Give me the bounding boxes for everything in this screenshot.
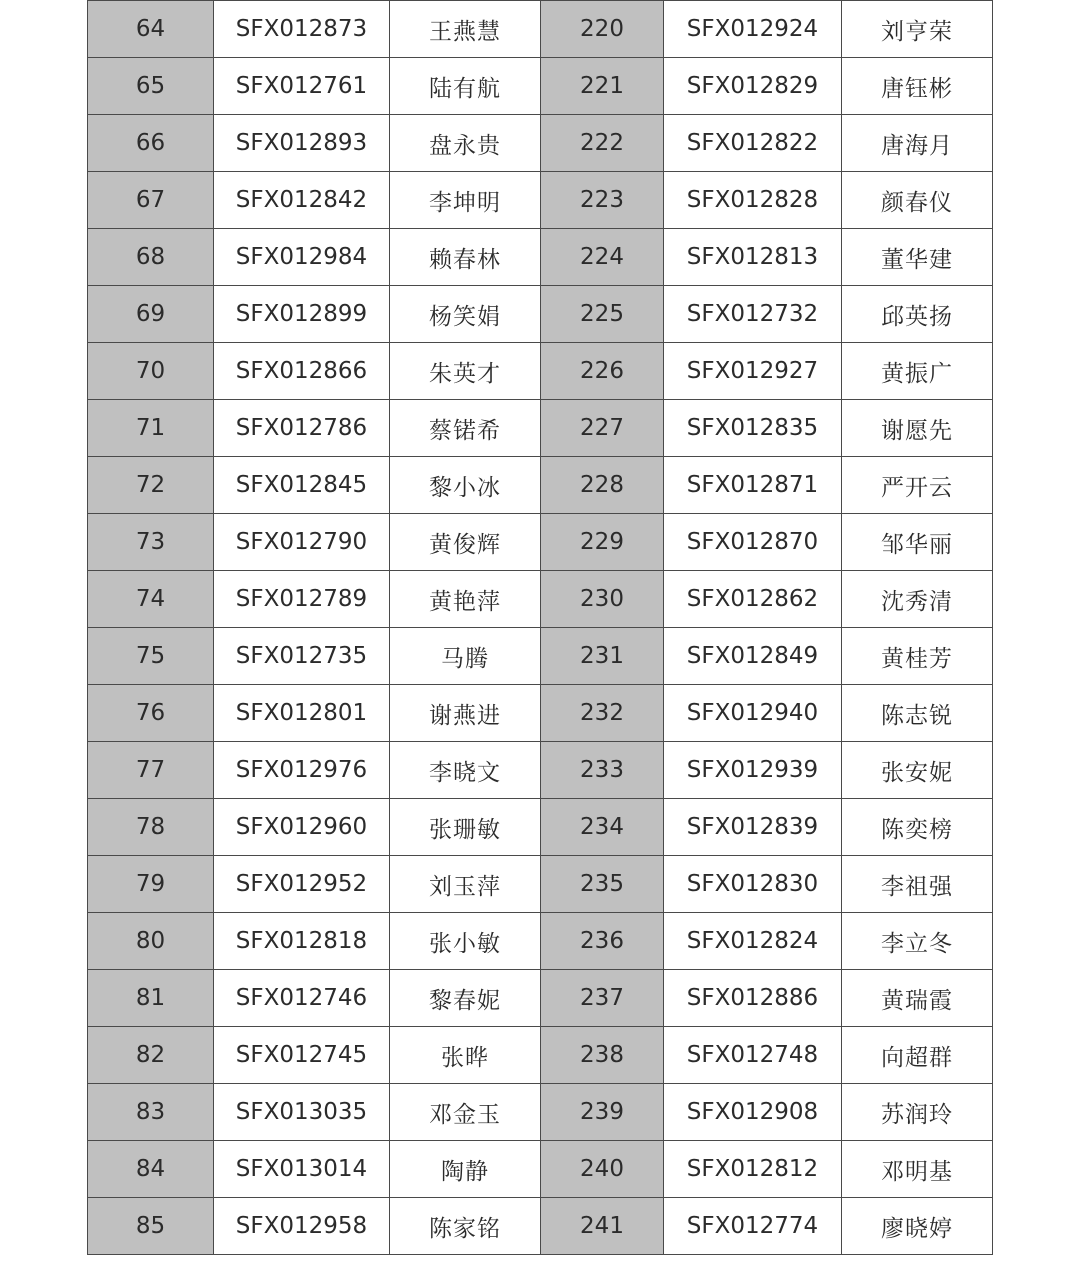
right-seq-cell: 239 bbox=[541, 1084, 664, 1141]
left-seq-cell: 85 bbox=[88, 1198, 214, 1255]
right-name-cell: 向超群 bbox=[842, 1027, 993, 1084]
left-id-cell: SFX013035 bbox=[214, 1084, 390, 1141]
left-seq-cell: 77 bbox=[88, 742, 214, 799]
left-id-cell: SFX012789 bbox=[214, 571, 390, 628]
left-id-cell: SFX012873 bbox=[214, 1, 390, 58]
left-id-cell: SFX012761 bbox=[214, 58, 390, 115]
left-name-cell: 张珊敏 bbox=[390, 799, 541, 856]
table-row bbox=[88, 1027, 993, 1084]
table-row bbox=[88, 970, 993, 1027]
right-name-cell: 李祖强 bbox=[842, 856, 993, 913]
right-name-cell: 刘亨荣 bbox=[842, 1, 993, 58]
right-id-cell: SFX012908 bbox=[664, 1084, 842, 1141]
right-id-cell: SFX012732 bbox=[664, 286, 842, 343]
right-seq-cell: 223 bbox=[541, 172, 664, 229]
left-name-cell: 陆有航 bbox=[390, 58, 541, 115]
left-name-cell: 邓金玉 bbox=[390, 1084, 541, 1141]
left-name-cell: 陶静 bbox=[390, 1141, 541, 1198]
left-id-cell: SFX012745 bbox=[214, 1027, 390, 1084]
table-row bbox=[88, 343, 993, 400]
table-row bbox=[88, 799, 993, 856]
right-seq-cell: 226 bbox=[541, 343, 664, 400]
left-name-cell: 黎小冰 bbox=[390, 457, 541, 514]
right-name-cell: 邹华丽 bbox=[842, 514, 993, 571]
right-name-cell: 廖晓婷 bbox=[842, 1198, 993, 1255]
roster-table bbox=[87, 0, 993, 1255]
right-seq-cell: 224 bbox=[541, 229, 664, 286]
right-seq-cell: 227 bbox=[541, 400, 664, 457]
left-name-cell: 刘玉萍 bbox=[390, 856, 541, 913]
right-name-cell: 唐海月 bbox=[842, 115, 993, 172]
left-name-cell: 杨笑娟 bbox=[390, 286, 541, 343]
roster-table-body bbox=[88, 1, 993, 1255]
right-id-cell: SFX012824 bbox=[664, 913, 842, 970]
right-id-cell: SFX012812 bbox=[664, 1141, 842, 1198]
right-name-cell: 黄瑞霞 bbox=[842, 970, 993, 1027]
left-name-cell: 马腾 bbox=[390, 628, 541, 685]
left-name-cell: 李晓文 bbox=[390, 742, 541, 799]
right-id-cell: SFX012813 bbox=[664, 229, 842, 286]
right-id-cell: SFX012862 bbox=[664, 571, 842, 628]
right-name-cell: 唐钰彬 bbox=[842, 58, 993, 115]
left-id-cell: SFX012866 bbox=[214, 343, 390, 400]
table-row bbox=[88, 115, 993, 172]
right-seq-cell: 235 bbox=[541, 856, 664, 913]
right-seq-cell: 236 bbox=[541, 913, 664, 970]
right-name-cell: 邱英扬 bbox=[842, 286, 993, 343]
table-row bbox=[88, 685, 993, 742]
right-seq-cell: 240 bbox=[541, 1141, 664, 1198]
left-seq-cell: 74 bbox=[88, 571, 214, 628]
right-name-cell: 董华建 bbox=[842, 229, 993, 286]
right-id-cell: SFX012839 bbox=[664, 799, 842, 856]
right-name-cell: 张安妮 bbox=[842, 742, 993, 799]
right-seq-cell: 221 bbox=[541, 58, 664, 115]
left-id-cell: SFX012746 bbox=[214, 970, 390, 1027]
table-row bbox=[88, 1198, 993, 1255]
right-id-cell: SFX012828 bbox=[664, 172, 842, 229]
right-id-cell: SFX012849 bbox=[664, 628, 842, 685]
left-seq-cell: 75 bbox=[88, 628, 214, 685]
right-name-cell: 陈志锐 bbox=[842, 685, 993, 742]
right-name-cell: 邓明基 bbox=[842, 1141, 993, 1198]
left-id-cell: SFX012958 bbox=[214, 1198, 390, 1255]
left-seq-cell: 72 bbox=[88, 457, 214, 514]
table-row bbox=[88, 172, 993, 229]
right-seq-cell: 225 bbox=[541, 286, 664, 343]
left-name-cell: 谢燕进 bbox=[390, 685, 541, 742]
left-name-cell: 黄俊辉 bbox=[390, 514, 541, 571]
left-seq-cell: 73 bbox=[88, 514, 214, 571]
table-row bbox=[88, 571, 993, 628]
table-row bbox=[88, 628, 993, 685]
table-row bbox=[88, 286, 993, 343]
right-id-cell: SFX012870 bbox=[664, 514, 842, 571]
left-id-cell: SFX012790 bbox=[214, 514, 390, 571]
right-id-cell: SFX012748 bbox=[664, 1027, 842, 1084]
left-id-cell: SFX012735 bbox=[214, 628, 390, 685]
left-seq-cell: 78 bbox=[88, 799, 214, 856]
right-name-cell: 沈秀清 bbox=[842, 571, 993, 628]
left-name-cell: 黄艳萍 bbox=[390, 571, 541, 628]
right-id-cell: SFX012830 bbox=[664, 856, 842, 913]
right-name-cell: 谢愿先 bbox=[842, 400, 993, 457]
left-id-cell: SFX012893 bbox=[214, 115, 390, 172]
right-id-cell: SFX012835 bbox=[664, 400, 842, 457]
right-seq-cell: 241 bbox=[541, 1198, 664, 1255]
left-seq-cell: 69 bbox=[88, 286, 214, 343]
left-id-cell: SFX012786 bbox=[214, 400, 390, 457]
left-id-cell: SFX012960 bbox=[214, 799, 390, 856]
right-name-cell: 黄振广 bbox=[842, 343, 993, 400]
table-row bbox=[88, 913, 993, 970]
right-name-cell: 李立冬 bbox=[842, 913, 993, 970]
table-row bbox=[88, 1141, 993, 1198]
left-name-cell: 赖春林 bbox=[390, 229, 541, 286]
left-name-cell: 盘永贵 bbox=[390, 115, 541, 172]
right-id-cell: SFX012939 bbox=[664, 742, 842, 799]
right-name-cell: 颜春仪 bbox=[842, 172, 993, 229]
table-row bbox=[88, 1, 993, 58]
left-name-cell: 蔡锘希 bbox=[390, 400, 541, 457]
left-id-cell: SFX012952 bbox=[214, 856, 390, 913]
table-row bbox=[88, 400, 993, 457]
left-id-cell: SFX012976 bbox=[214, 742, 390, 799]
left-seq-cell: 82 bbox=[88, 1027, 214, 1084]
left-name-cell: 王燕慧 bbox=[390, 1, 541, 58]
right-seq-cell: 238 bbox=[541, 1027, 664, 1084]
left-seq-cell: 65 bbox=[88, 58, 214, 115]
right-seq-cell: 232 bbox=[541, 685, 664, 742]
right-name-cell: 陈奕榜 bbox=[842, 799, 993, 856]
right-seq-cell: 220 bbox=[541, 1, 664, 58]
left-seq-cell: 83 bbox=[88, 1084, 214, 1141]
right-seq-cell: 230 bbox=[541, 571, 664, 628]
left-name-cell: 李坤明 bbox=[390, 172, 541, 229]
left-name-cell: 陈家铭 bbox=[390, 1198, 541, 1255]
right-name-cell: 严开云 bbox=[842, 457, 993, 514]
left-id-cell: SFX012845 bbox=[214, 457, 390, 514]
left-id-cell: SFX012842 bbox=[214, 172, 390, 229]
left-name-cell: 张晔 bbox=[390, 1027, 541, 1084]
right-id-cell: SFX012822 bbox=[664, 115, 842, 172]
left-seq-cell: 84 bbox=[88, 1141, 214, 1198]
right-seq-cell: 228 bbox=[541, 457, 664, 514]
left-id-cell: SFX012984 bbox=[214, 229, 390, 286]
right-id-cell: SFX012927 bbox=[664, 343, 842, 400]
left-seq-cell: 80 bbox=[88, 913, 214, 970]
right-id-cell: SFX012924 bbox=[664, 1, 842, 58]
right-id-cell: SFX012829 bbox=[664, 58, 842, 115]
right-seq-cell: 229 bbox=[541, 514, 664, 571]
table-row bbox=[88, 229, 993, 286]
left-seq-cell: 64 bbox=[88, 1, 214, 58]
right-id-cell: SFX012886 bbox=[664, 970, 842, 1027]
left-id-cell: SFX012899 bbox=[214, 286, 390, 343]
table-row bbox=[88, 58, 993, 115]
table-row bbox=[88, 1084, 993, 1141]
left-id-cell: SFX012818 bbox=[214, 913, 390, 970]
right-seq-cell: 234 bbox=[541, 799, 664, 856]
left-id-cell: SFX012801 bbox=[214, 685, 390, 742]
left-name-cell: 朱英才 bbox=[390, 343, 541, 400]
left-seq-cell: 71 bbox=[88, 400, 214, 457]
right-id-cell: SFX012871 bbox=[664, 457, 842, 514]
table-row bbox=[88, 856, 993, 913]
left-seq-cell: 81 bbox=[88, 970, 214, 1027]
table-row bbox=[88, 514, 993, 571]
left-seq-cell: 68 bbox=[88, 229, 214, 286]
left-seq-cell: 66 bbox=[88, 115, 214, 172]
right-seq-cell: 222 bbox=[541, 115, 664, 172]
right-name-cell: 黄桂芳 bbox=[842, 628, 993, 685]
right-seq-cell: 237 bbox=[541, 970, 664, 1027]
right-id-cell: SFX012940 bbox=[664, 685, 842, 742]
table-row bbox=[88, 742, 993, 799]
left-name-cell: 张小敏 bbox=[390, 913, 541, 970]
left-seq-cell: 70 bbox=[88, 343, 214, 400]
right-name-cell: 苏润玲 bbox=[842, 1084, 993, 1141]
right-id-cell: SFX012774 bbox=[664, 1198, 842, 1255]
table-row bbox=[88, 457, 993, 514]
left-id-cell: SFX013014 bbox=[214, 1141, 390, 1198]
left-seq-cell: 79 bbox=[88, 856, 214, 913]
right-seq-cell: 233 bbox=[541, 742, 664, 799]
left-seq-cell: 67 bbox=[88, 172, 214, 229]
left-name-cell: 黎春妮 bbox=[390, 970, 541, 1027]
left-seq-cell: 76 bbox=[88, 685, 214, 742]
right-seq-cell: 231 bbox=[541, 628, 664, 685]
